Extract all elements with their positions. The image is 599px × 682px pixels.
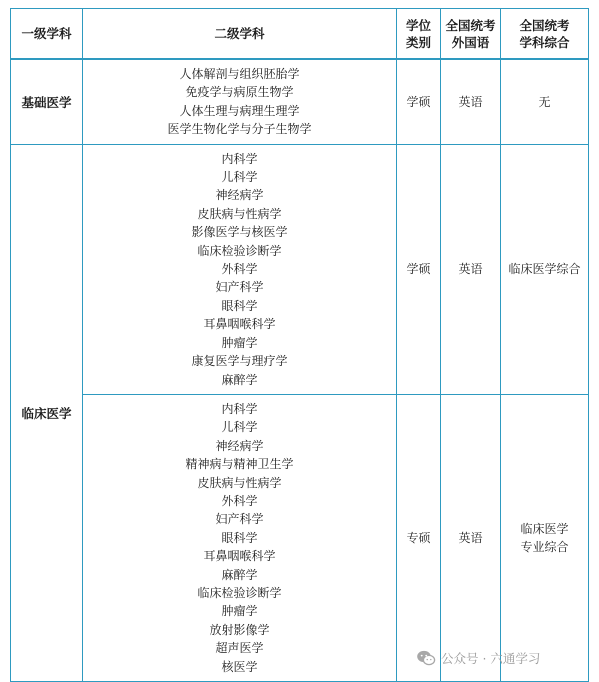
header-degree-type: 学位 类别 [397,9,441,60]
wechat-icon [416,648,436,668]
secondary-discipline-list [83,59,397,144]
secondary-discipline-item: 肿瘤学 [221,604,258,619]
table-row [11,394,589,681]
secondary-discipline-list [83,144,397,394]
secondary-discipline-item: 康复医学与理疗学 [191,354,288,369]
secondary-discipline-item: 耳鼻咽喉科学 [203,549,276,564]
secondary-discipline-list [83,394,397,681]
header-row [11,9,589,60]
discipline-table [10,8,589,682]
secondary-discipline-item: 妇产科学 [215,512,264,527]
secondary-discipline-item: 影像医学与核医学 [191,225,288,240]
degree-type-cell: 专硕 [397,394,441,681]
watermark-text: 公众号 · 六通学习 [441,651,541,666]
secondary-discipline-item: 耳鼻咽喉科学 [203,317,276,332]
secondary-discipline-item: 外科学 [221,262,258,277]
secondary-discipline-item: 放射影像学 [209,622,270,637]
degree-type-cell: 学硕 [397,59,441,144]
comprehensive-exam-cell: 无 [501,59,589,144]
table-row [11,144,589,394]
secondary-discipline-item: 麻醉学 [221,567,258,582]
secondary-discipline-item: 神经病学 [215,188,264,203]
comprehensive-exam-cell: 临床医学 专业综合 [501,394,589,681]
primary-discipline-cell: 临床医学 [11,144,83,681]
header-secondary-discipline: 二级学科 [83,9,397,60]
table-row [11,59,589,144]
secondary-discipline-item: 眼科学 [221,530,258,545]
secondary-discipline-item: 眼科学 [221,298,258,313]
header-primary-discipline: 一级学科 [11,9,83,60]
foreign-language-cell: 英语 [441,59,501,144]
secondary-discipline-item: 皮肤病与性病学 [197,475,282,490]
foreign-language-cell: 英语 [441,394,501,681]
secondary-discipline-item: 儿科学 [221,420,258,435]
header-foreign-language: 全国统考 外国语 [441,9,501,60]
secondary-discipline-item: 内科学 [221,401,258,416]
comprehensive-exam-cell: 临床医学综合 [501,144,589,394]
secondary-discipline-item: 麻醉学 [221,372,258,387]
secondary-discipline-item: 精神病与精神卫生学 [185,457,294,472]
foreign-language-cell: 英语 [441,144,501,394]
secondary-discipline-item: 医学生物化学与分子生物学 [167,122,312,137]
secondary-discipline-item: 儿科学 [221,170,258,185]
secondary-discipline-item: 内科学 [221,151,258,166]
secondary-discipline-item: 超声医学 [215,641,264,656]
secondary-discipline-item: 妇产科学 [215,280,264,295]
watermark [416,647,540,669]
secondary-discipline-item: 临床检验诊断学 [197,243,282,258]
secondary-discipline-item: 肿瘤学 [221,335,258,350]
secondary-discipline-item: 外科学 [221,493,258,508]
secondary-discipline-item: 核医学 [221,659,258,674]
secondary-discipline-item: 免疫学与病原生物学 [185,85,294,100]
header-comprehensive-exam: 全国统考 学科综合 [501,9,589,60]
secondary-discipline-item: 人体解剖与组织胚胎学 [179,67,300,81]
degree-type-cell: 学硕 [397,144,441,394]
secondary-discipline-item: 皮肤病与性病学 [197,206,282,221]
secondary-discipline-item: 神经病学 [215,438,264,453]
secondary-discipline-item: 人体生理与病理生理学 [179,103,300,118]
secondary-discipline-item: 临床检验诊断学 [197,585,282,600]
primary-discipline-cell: 基础医学 [11,59,83,144]
